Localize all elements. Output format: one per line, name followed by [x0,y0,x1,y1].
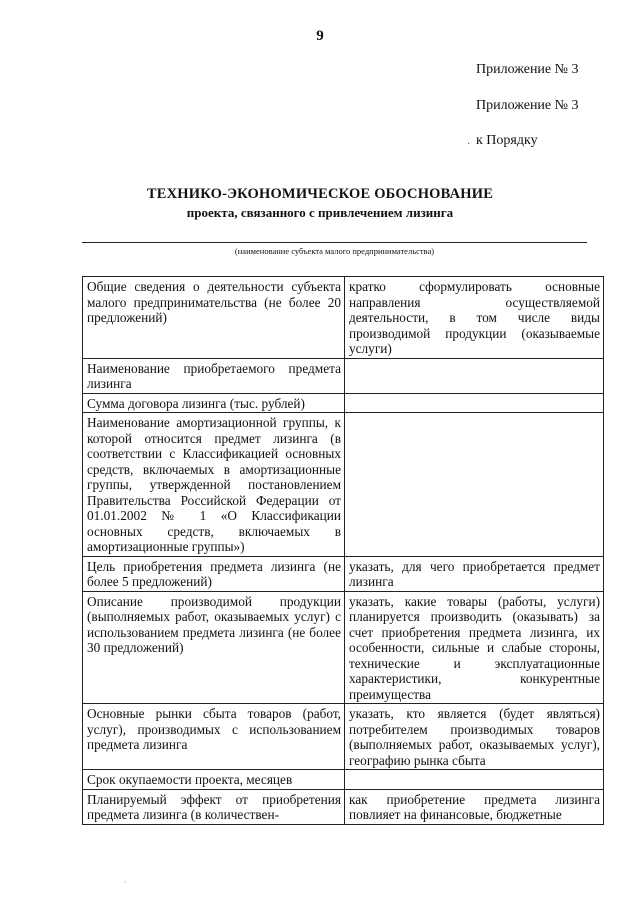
document-subtitle: проекта, связанного с привлечением лизинга [186,205,454,220]
table-row [83,591,604,704]
row-value [345,393,604,413]
row-label: Наименование приобретаемого предмета лизинга [83,358,345,393]
page-number: 9 [316,28,324,44]
scan-artifact: · [124,878,127,887]
row-label: Сумма договора лизинга (тыс. рублей) [83,393,345,413]
procedure-reference: к Порядку [476,133,538,148]
appendix-label-repeat: Приложение № 3 [476,98,579,113]
appendix-label: Приложение № 3 [476,62,579,77]
row-value: как приобретение предмета лизинга повлияет на финансовые, бюджетные [345,789,604,824]
table-row [83,413,604,557]
row-label: Наименование амортизационной группы, к которой относится предмет лизинга (в соответствии с Классификацией основных средств, включаемых в амортизационные группы, утвержденной постановлением Правительства Российской Федерации от 01.01.2002 № 1 «О Классификации основных средств, включаемых в амортизационные группы») [83,413,345,557]
table-row [83,277,604,359]
table-row [83,393,604,413]
document-title: ТЕХНИКО-ЭКОНОМИЧЕСКОЕ ОБОСНОВАНИЕ [146,186,494,202]
row-value [345,413,604,557]
table-row [83,789,604,824]
subject-name-line [82,242,587,243]
table-row [83,556,604,591]
document-title-block [0,186,640,221]
row-value: кратко сформулировать основные направления осуществляемой деятельности, в том числе виды производимой продукции (оказываемые услуги) [345,277,604,359]
scan-artifact: · [467,139,471,150]
row-value: указать, кто является (будет являться) потребителем производимых товаров (выполняемых работ, оказываемых услуг), географию рынка сбыта [345,704,604,770]
subject-name-caption: (наименование субъекта малого предпринимательства) [234,246,435,256]
row-label: Срок окупаемости проекта, месяцев [83,770,345,790]
row-value: указать, для чего приобретается предмет лизинга [345,556,604,591]
row-label: Общие сведения о деятельности субъекта малого предпринимательства (не более 20 предложений) [83,277,345,359]
row-value [345,770,604,790]
row-value: указать, какие товары (работы, услуги) планируется производить (оказывать) за счет приобретения предмета лизинга, их особенности, сильные и слабые стороны, технические и эксплуатационные характеристики, конкурентные преимущества [345,591,604,704]
row-label: Планируемый эффект от приобретения предмета лизинга (в количествен- [83,789,345,824]
table-row [83,704,604,770]
feasibility-table [82,276,604,825]
table-row [83,358,604,393]
row-label: Основные рынки сбыта товаров (работ, услуг), производимых с использованием предмета лизинга [83,704,345,770]
row-label: Описание производимой продукции (выполняемых работ, оказываемых услуг) с использованием предмета лизинга (не более 30 предложений) [83,591,345,704]
row-label: Цель приобретения предмета лизинга (не более 5 предложений) [83,556,345,591]
table-row [83,770,604,790]
row-value [345,358,604,393]
